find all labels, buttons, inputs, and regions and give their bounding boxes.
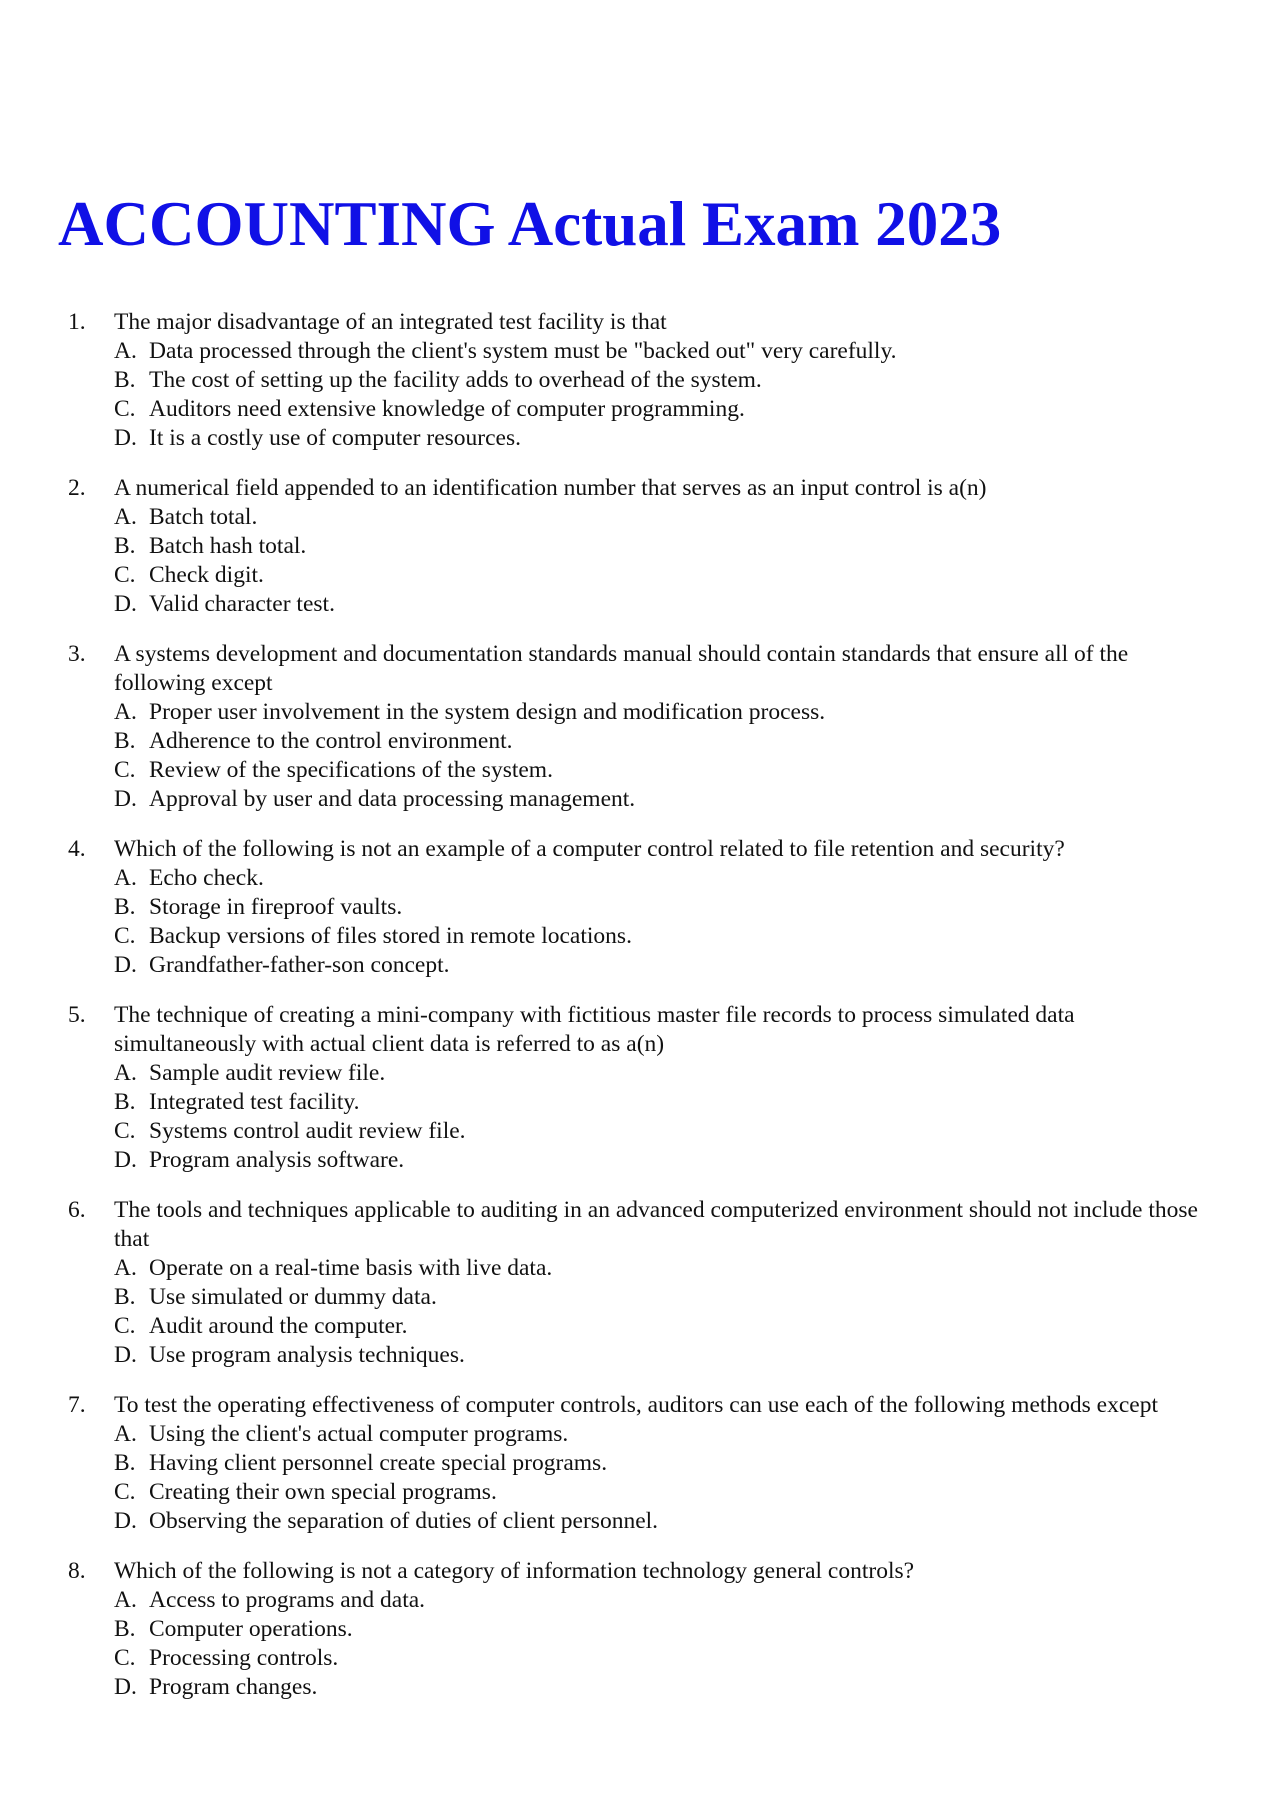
option-letter: C. (114, 562, 136, 588)
option-text: Program analysis software. (149, 1147, 405, 1173)
option-letter: B. (114, 1616, 136, 1642)
answer-option (114, 727, 1210, 756)
option-letter: A. (114, 1060, 137, 1086)
answer-option (114, 1283, 1210, 1312)
answer-option (114, 1117, 1210, 1146)
question-number: 2. (68, 475, 86, 501)
question-item (0, 1391, 1280, 1536)
answer-option (114, 395, 1210, 424)
question-text: The major disadvantage of an integrated test facility is that (114, 309, 667, 335)
question-number: 8. (68, 1558, 86, 1584)
option-letter: C. (114, 396, 136, 422)
answer-option (114, 1449, 1210, 1478)
option-text: Backup versions of files stored in remote locations. (149, 923, 632, 949)
option-letter: C. (114, 1645, 136, 1671)
answer-option (114, 503, 1210, 532)
question-number: 4. (68, 836, 86, 862)
option-text: It is a costly use of computer resources. (149, 425, 521, 451)
option-letter: C. (114, 923, 136, 949)
answer-option (114, 424, 1210, 453)
option-letter: D. (114, 425, 137, 451)
answer-option (114, 1088, 1210, 1117)
option-letter: A. (114, 699, 137, 725)
answer-option (114, 1254, 1210, 1283)
answer-option (114, 864, 1210, 893)
option-text: Review of the specifications of the system. (149, 757, 553, 783)
question-item (0, 1001, 1280, 1175)
option-text: Valid character test. (149, 591, 335, 617)
question-text: The technique of creating a mini-company with fictitious master file records to process simulated data simultaneously with actual client data is referred to as a(n) (114, 1002, 1075, 1057)
answer-option (114, 698, 1210, 727)
answer-option (114, 951, 1210, 980)
document-title: ACCOUNTING Actual Exam 2023 (58, 189, 1002, 259)
option-text: Program changes. (149, 1674, 318, 1700)
option-letter: A. (114, 865, 137, 891)
option-text: Audit around the computer. (149, 1313, 408, 1339)
question-number: 1. (68, 309, 86, 335)
option-text: Use program analysis techniques. (149, 1342, 465, 1368)
option-text: Data processed through the client's system must be "backed out" very carefully. (149, 338, 897, 364)
answer-option (114, 1644, 1210, 1673)
answer-option (114, 893, 1210, 922)
question-item (0, 640, 1280, 814)
question-item (0, 308, 1280, 453)
answer-options (114, 1586, 1210, 1702)
option-text: Using the client's actual computer programs. (149, 1421, 569, 1447)
answer-option (114, 1146, 1210, 1175)
answer-option (114, 785, 1210, 814)
option-text: Batch total. (149, 504, 258, 530)
question-item (0, 1196, 1280, 1370)
option-text: Processing controls. (149, 1645, 339, 1671)
answer-option (114, 1586, 1210, 1615)
option-letter: C. (114, 1313, 136, 1339)
question-number: 3. (68, 641, 86, 667)
option-text: Sample audit review file. (149, 1060, 386, 1086)
option-letter: D. (114, 1342, 137, 1368)
question-text: Which of the following is not a category of information technology general controls? (114, 1558, 915, 1584)
option-text: Proper user involvement in the system design and modification process. (149, 699, 826, 725)
answer-option (114, 1673, 1210, 1702)
answer-option (114, 337, 1210, 366)
option-text: Auditors need extensive knowledge of computer programming. (149, 396, 745, 422)
option-letter: D. (114, 952, 137, 978)
option-text: Observing the separation of duties of client personnel. (149, 1508, 659, 1534)
option-letter: C. (114, 1118, 136, 1144)
answer-option (114, 532, 1210, 561)
answer-options (114, 503, 1210, 619)
answer-option (114, 1059, 1210, 1088)
answer-options (114, 1059, 1210, 1175)
question-text: Which of the following is not an example of a computer control related to file retention and security? (114, 836, 1065, 862)
option-text: Storage in fireproof vaults. (149, 894, 403, 920)
question-number: 7. (68, 1392, 86, 1418)
answer-options (114, 1420, 1210, 1536)
answer-option (114, 366, 1210, 395)
option-letter: C. (114, 757, 136, 783)
question-text: The tools and techniques applicable to auditing in an advanced computerized environment should not include those that (114, 1197, 1198, 1252)
answer-options (114, 698, 1210, 814)
answer-options (114, 337, 1210, 453)
question-item (0, 835, 1280, 980)
question-list (0, 308, 1280, 1723)
answer-option (114, 590, 1210, 619)
option-letter: B. (114, 1450, 136, 1476)
option-letter: B. (114, 894, 136, 920)
option-letter: B. (114, 1284, 136, 1310)
question-text: To test the operating effectiveness of computer controls, auditors can use each of the following methods except (114, 1392, 1158, 1418)
answer-option (114, 1478, 1210, 1507)
option-text: Use simulated or dummy data. (149, 1284, 437, 1310)
option-letter: A. (114, 338, 137, 364)
option-letter: A. (114, 504, 137, 530)
option-letter: B. (114, 367, 136, 393)
answer-option (114, 561, 1210, 590)
option-text: The cost of setting up the facility adds to overhead of the system. (149, 367, 762, 393)
option-letter: D. (114, 1147, 137, 1173)
option-letter: A. (114, 1255, 137, 1281)
question-number: 5. (68, 1002, 86, 1028)
option-letter: B. (114, 1089, 136, 1115)
option-letter: A. (114, 1421, 137, 1447)
option-letter: D. (114, 1508, 137, 1534)
option-letter: D. (114, 786, 137, 812)
option-text: Access to programs and data. (149, 1587, 426, 1613)
answer-option (114, 1312, 1210, 1341)
answer-option (114, 922, 1210, 951)
option-text: Operate on a real-time basis with live data. (149, 1255, 553, 1281)
answer-option (114, 1507, 1210, 1536)
option-text: Check digit. (149, 562, 264, 588)
answer-option (114, 1341, 1210, 1370)
option-text: Batch hash total. (149, 533, 307, 559)
option-text: Having client personnel create special programs. (149, 1450, 608, 1476)
option-letter: B. (114, 728, 136, 754)
answer-option (114, 756, 1210, 785)
option-text: Adherence to the control environment. (149, 728, 513, 754)
option-letter: D. (114, 591, 137, 617)
question-number: 6. (68, 1197, 86, 1223)
option-text: Approval by user and data processing management. (149, 786, 636, 812)
option-text: Creating their own special programs. (149, 1479, 497, 1505)
answer-options (114, 1254, 1210, 1370)
option-text: Systems control audit review file. (149, 1118, 466, 1144)
option-letter: A. (114, 1587, 137, 1613)
option-letter: D. (114, 1674, 137, 1700)
answer-option (114, 1420, 1210, 1449)
option-text: Echo check. (149, 865, 264, 891)
answer-option (114, 1615, 1210, 1644)
option-text: Computer operations. (149, 1616, 353, 1642)
question-text: A numerical field appended to an identification number that serves as an input control is a(n) (114, 475, 987, 501)
answer-options (114, 864, 1210, 980)
option-text: Grandfather-father-son concept. (149, 952, 450, 978)
option-letter: B. (114, 533, 136, 559)
option-text: Integrated test facility. (149, 1089, 360, 1115)
question-text: A systems development and documentation standards manual should contain standards that ensure all of the following except (114, 641, 1129, 696)
option-letter: C. (114, 1479, 136, 1505)
question-item (0, 1557, 1280, 1702)
question-item (0, 474, 1280, 619)
